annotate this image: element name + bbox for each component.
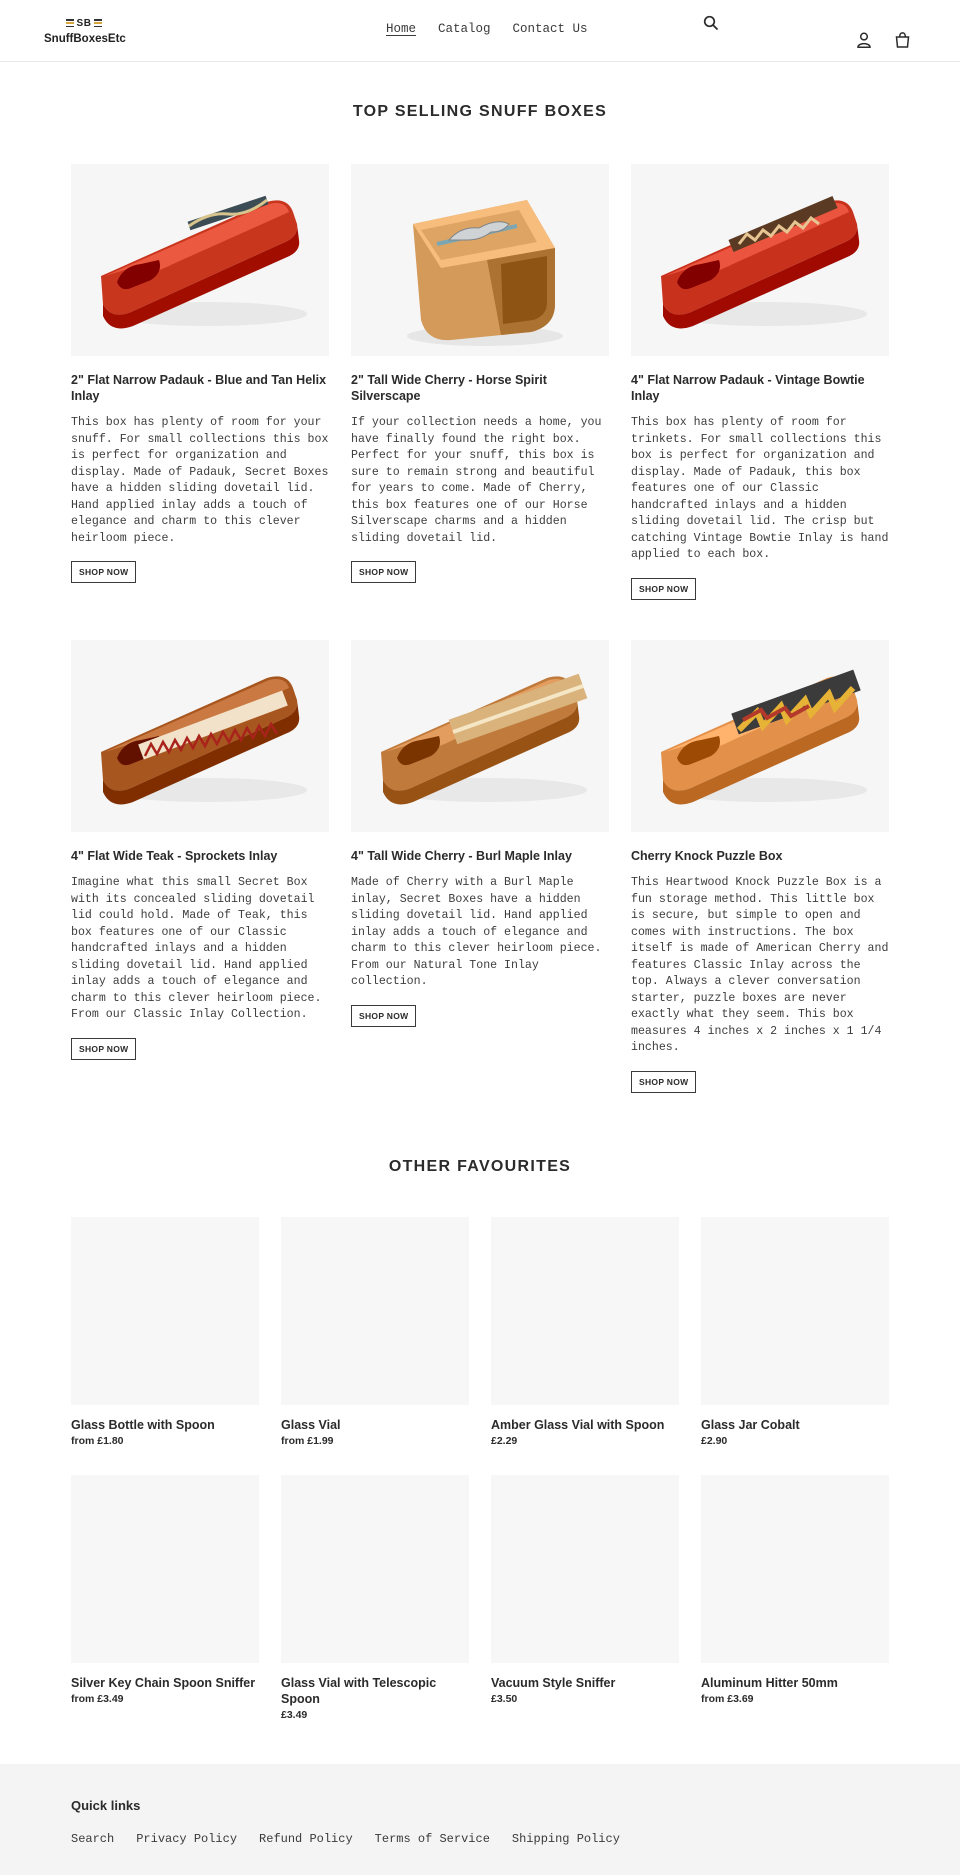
product-price: from £1.80 [71,1435,124,1447]
wooden-box-illustration [351,164,609,356]
product-image-placeholder[interactable] [281,1475,469,1663]
product-price: £2.90 [701,1435,728,1447]
product-description: This box has plenty of room for trinkets. For small collections this box is perfect for organization and display. Made of Padauk, this box features one of our Classic handcrafted inlays and a hidden sliding dovetail lid. The crisp but catching Vintage Bowtie Inlay is hand applied to each box. [631,416,889,561]
product-name[interactable]: Glass Jar Cobalt [701,1418,800,1432]
product-price: £3.50 [491,1693,518,1705]
product-image-placeholder[interactable] [491,1475,679,1663]
shop-now-button[interactable]: SHOP NOW [71,561,136,583]
nav-contact-us[interactable]: Contact Us [512,22,588,36]
product-image-placeholder[interactable] [491,1217,679,1405]
logo-mark [66,16,102,30]
footer-link-refund-policy[interactable]: Refund Policy [259,1832,353,1846]
product-image-placeholder[interactable] [71,1217,259,1405]
product-description: Made of Cherry with a Burl Maple inlay, Secret Boxes have a hidden sliding dovetail lid. Hand applied inlay adds a touch of elegance and charm to this clever heirloom piece. From our Natural Tone Inlay collection. [351,876,602,988]
other-favourites-heading: OTHER FAVOURITES [388,1158,572,1175]
product-image[interactable] [351,164,609,356]
shop-now-button[interactable]: SHOP NOW [351,1005,416,1027]
product-name[interactable]: Glass Vial with Telescopic Spoon [281,1676,437,1706]
main-nav [386,22,588,36]
featured-card-teak-sprockets [71,640,329,1060]
wooden-box-illustration [631,640,889,832]
product-image-placeholder[interactable] [71,1475,259,1663]
favourite-card-vacuum-style-sniffer[interactable] [491,1475,679,1705]
featured-card-padauk-vintage-bowtie [631,164,889,600]
product-name[interactable]: Glass Vial [281,1418,341,1432]
product-price: £3.49 [281,1709,308,1721]
favourite-card-amber-glass-vial-with-spoon[interactable] [491,1217,679,1447]
product-price: from £3.69 [701,1693,754,1705]
site-header [0,0,960,62]
featured-card-cherry-knock-puzzle [631,640,889,1093]
product-description: If your collection needs a home, you have finally found the right box. Perfect for your snuff, this box is sure to remain strong and beautiful for years to come. Made of Cherry, this box features one of our Horse Silverscape charms and a hidden sliding dovetail lid. [351,416,602,545]
favourite-card-glass-bottle-with-spoon[interactable] [71,1217,259,1447]
account-icon[interactable] [855,31,873,49]
footer-link-search[interactable]: Search [71,1832,115,1846]
product-title[interactable]: 2" Flat Narrow Padauk - Blue and Tan Helix Inlay [71,373,327,403]
wooden-box-illustration [631,164,889,356]
product-name[interactable]: Aluminum Hitter 50mm [701,1676,838,1690]
nav-home[interactable]: Home [386,22,417,36]
product-description: This box has plenty of room for your snuff. For small collections this box is perfect for organization and display. Made of Padauk, Secret Boxes have a hidden sliding dovetail lid. Hand applied inlay adds a touch of elegance and charm to this clever heirloom piece. [71,416,329,545]
featured-card-cherry-burl-maple [351,640,609,1027]
featured-card-padauk-helix [71,164,329,583]
product-title[interactable]: 4" Flat Narrow Padauk - Vintage Bowtie Inlay [631,373,865,403]
site-footer [0,1764,960,1875]
favourite-card-glass-vial-with-telescopic-spoon[interactable] [281,1475,469,1721]
product-image-placeholder[interactable] [701,1217,889,1405]
product-image[interactable] [631,164,889,356]
shop-now-button[interactable]: SHOP NOW [351,561,416,583]
product-title[interactable]: 4" Flat Wide Teak - Sprockets Inlay [71,849,278,863]
product-image-placeholder[interactable] [701,1475,889,1663]
product-name[interactable]: Glass Bottle with Spoon [71,1418,215,1432]
product-description: Imagine what this small Secret Box with its concealed sliding dovetail lid could hold. Made of Teak, this box features one of our Classic handcrafted inlays and a hidden sliding dovetail lid. Hand applied inlay adds a touch of elegance and charm to this clever heirloom piece. From our Classic Inlay Collection. [71,876,322,1021]
featured-card-cherry-horse-spirit [351,164,609,583]
shop-now-button[interactable]: SHOP NOW [631,578,696,600]
product-image[interactable] [71,640,329,832]
logo-wordmark: SnuffBoxesEtc [44,33,126,45]
cart-icon[interactable] [893,31,911,49]
footer-link-terms-of-service[interactable]: Terms of Service [374,1832,490,1846]
product-price: from £3.49 [71,1693,124,1705]
product-name[interactable]: Amber Glass Vial with Spoon [491,1418,665,1432]
shop-now-button[interactable]: SHOP NOW [631,1071,696,1093]
product-description: This Heartwood Knock Puzzle Box is a fun storage method. This little box is secure, but simple to open and comes with instructions. The box itself is made of American Cherry and features Classic Inlay across the top. Always a clever conversation starter, puzzle boxes are never exactly what they seem. This box measures 4 inches x 2 inches x 1 1/4 inches. [631,876,889,1054]
product-title[interactable]: 4" Tall Wide Cherry - Burl Maple Inlay [351,849,572,863]
product-title[interactable]: 2" Tall Wide Cherry - Horse Spirit Silverscape [351,373,547,403]
search-icon[interactable] [702,14,720,32]
wooden-box-illustration [351,640,609,832]
favourite-card-silver-key-chain-spoon-sniffer[interactable] [71,1475,259,1705]
site-logo[interactable] [44,14,124,50]
top-selling-heading: TOP SELLING SNUFF BOXES [352,103,608,120]
logo-monogram: SB [76,17,92,29]
quick-links-title: Quick links [71,1798,141,1813]
wooden-box-illustration [71,640,329,832]
footer-link-privacy-policy[interactable]: Privacy Policy [136,1832,238,1846]
product-name[interactable]: Vacuum Style Sniffer [491,1676,616,1690]
wooden-box-illustration [71,164,329,356]
footer-link-shipping-policy[interactable]: Shipping Policy [511,1832,620,1846]
favourite-card-aluminum-hitter-50mm[interactable] [701,1475,889,1705]
product-image[interactable] [71,164,329,356]
product-title[interactable]: Cherry Knock Puzzle Box [631,849,783,863]
favourite-card-glass-jar-cobalt[interactable] [701,1217,889,1447]
product-price: £2.29 [491,1435,518,1447]
favourite-card-glass-vial[interactable] [281,1217,469,1447]
product-image[interactable] [631,640,889,832]
product-image[interactable] [351,640,609,832]
product-image-placeholder[interactable] [281,1217,469,1405]
product-price: from £1.99 [281,1435,334,1447]
footer-links [71,1832,620,1846]
nav-catalog[interactable]: Catalog [438,22,491,36]
product-name[interactable]: Silver Key Chain Spoon Sniffer [71,1676,256,1690]
shop-now-button[interactable]: SHOP NOW [71,1038,136,1060]
